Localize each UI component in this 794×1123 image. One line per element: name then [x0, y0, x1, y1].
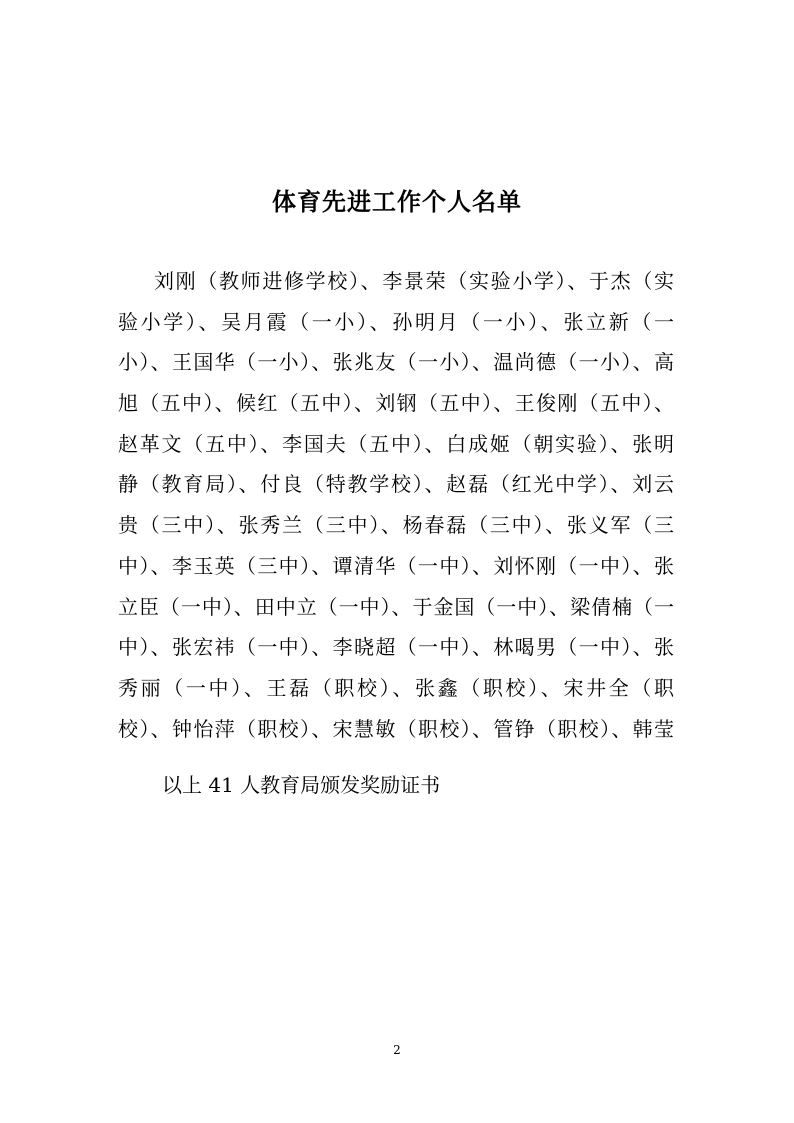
summary-line: 以上 41 人教育局颁发奖励证书	[162, 773, 441, 797]
name-list-paragraph	[118, 261, 674, 749]
paragraph-line-2: 验小学）、吴月霞（一小）、孙明月（一小）、张立新（一	[118, 309, 674, 334]
page-number: 2	[393, 1043, 401, 1057]
paragraph-line-9: 立臣（一中）、田中立（一中）、于金国（一中）、梁倩楠（一	[118, 594, 674, 619]
paragraph-line-12: 校）、钟怡萍（职校）、宋慧敏（职校）、管铮（职校）、韩莹	[118, 716, 674, 741]
paragraph-line-8: 中）、李玉英（三中）、谭清华（一中）、刘怀刚（一中）、张	[118, 553, 674, 578]
paragraph-line-10: 中）、张宏祎（一中）、李晓超（一中）、林喝男（一中）、张	[118, 635, 674, 660]
document-title: 体育先进工作个人名单	[272, 187, 522, 216]
paragraph-line-11: 秀丽（一中）、王磊（职校）、张鑫（职校）、宋井全（职	[118, 675, 674, 700]
paragraph-line-7: 贵（三中）、张秀兰（三中）、杨春磊（三中）、张义军（三	[118, 513, 674, 538]
paragraph-line-5: 赵革文（五中）、李国夫（五中）、白成姬（朝实验）、张明	[118, 431, 674, 456]
paragraph-line-3: 小）、王国华（一小）、张兆友（一小）、温尚德（一小）、高	[118, 350, 674, 375]
paragraph-line-4: 旭（五中）、候红（五中）、刘钢（五中）、王俊刚（五中）、	[118, 391, 674, 416]
paragraph-line-6: 静（教育局）、付良（特教学校）、赵磊（红光中学）、刘云	[118, 472, 674, 497]
paragraph-line-1: 刘刚（教师进修学校）、李景荣（实验小学）、于杰（实	[154, 269, 674, 293]
